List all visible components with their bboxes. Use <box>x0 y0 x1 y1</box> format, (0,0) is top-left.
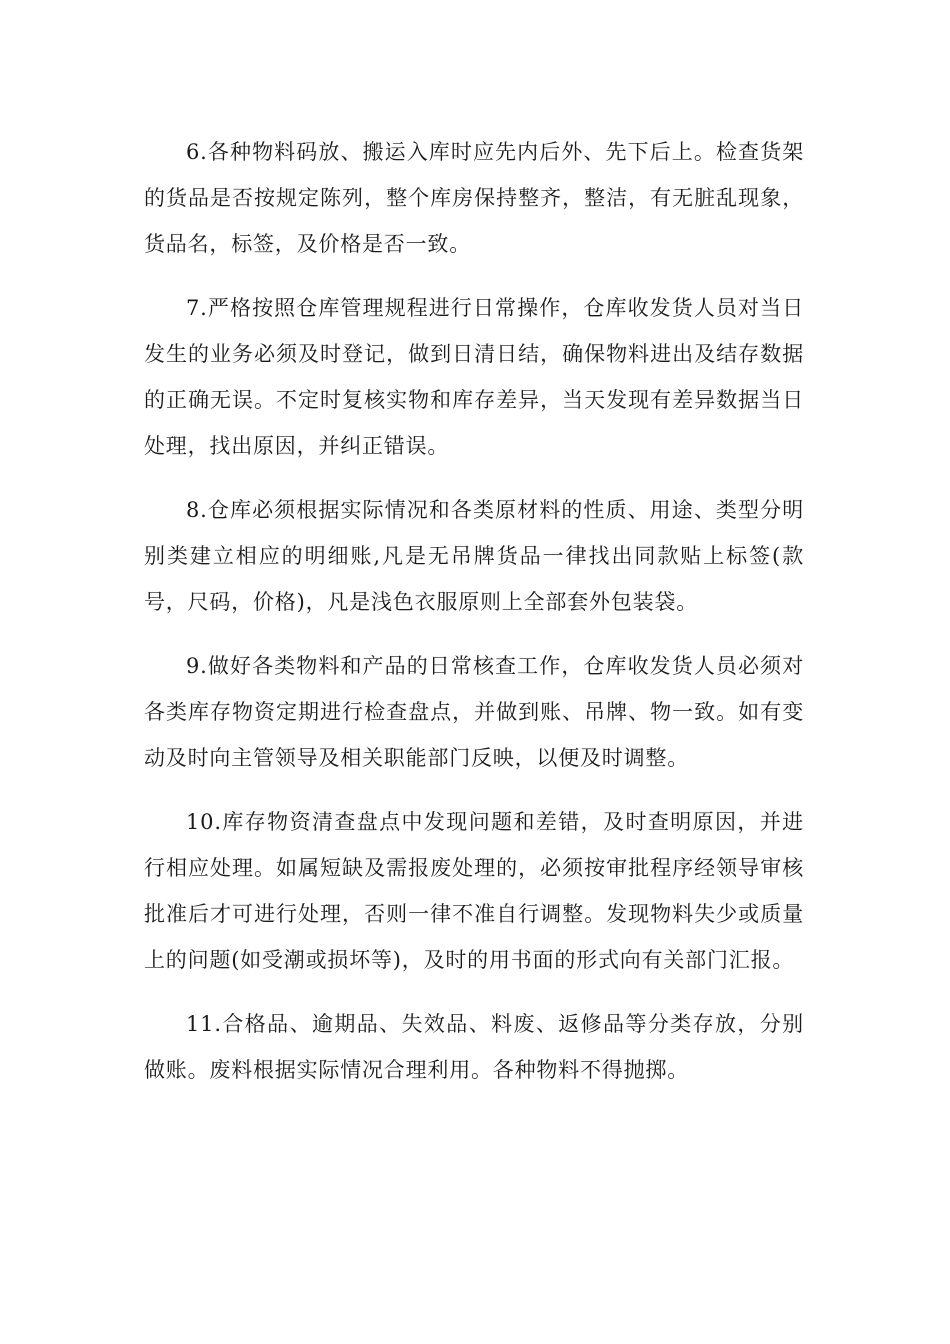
paragraph-7: 7.严格按照仓库管理规程进行日常操作，仓库收发货人员对当日发生的业务必须及时登记，做到日清日结，确保物料进出及结存数据的正确无误。不定时复核实物和库存差异，当天发现有差异数据当日处理，找出原因，并纠正错误。 <box>144 296 804 458</box>
document-page <box>144 129 804 1111</box>
paragraph-9: 9.做好各类物料和产品的日常核查工作，仓库收发货人员必须对各类库存物资定期进行检查盘点，并做到账、吊牌、物一致。如有变动及时向主管领导及相关职能部门反映，以便及时调整。 <box>144 654 804 770</box>
paragraph-8: 8.仓库必须根据实际情况和各类原材料的性质、用途、类型分明别类建立相应的明细账,凡是无吊牌货品一律找出同款贴上标签(款号，尺码，价格)，凡是浅色衣服原则上全部套外包装袋。 <box>144 498 804 614</box>
paragraph-10: 10.库存物资清查盘点中发现问题和差错，及时查明原因，并进行相应处理。如属短缺及需报废处理的，必须按审批程序经领导审核批准后才可进行处理，否则一律不准自行调整。发现物料失少或质量上的问题(如受潮或损坏等)，及时的用书面的形式向有关部门汇报。 <box>144 810 804 972</box>
paragraph-11: 11.合格品、逾期品、失效品、料废、返修品等分类存放，分别做账。废料根据实际情况合理利用。各种物料不得抛掷。 <box>144 1012 804 1082</box>
paragraph-6: 6.各种物料码放、搬运入库时应先内后外、先下后上。检查货架的货品是否按规定陈列，整个库房保持整齐，整洁，有无脏乱现象，货品名，标签，及价格是否一致。 <box>144 140 804 256</box>
